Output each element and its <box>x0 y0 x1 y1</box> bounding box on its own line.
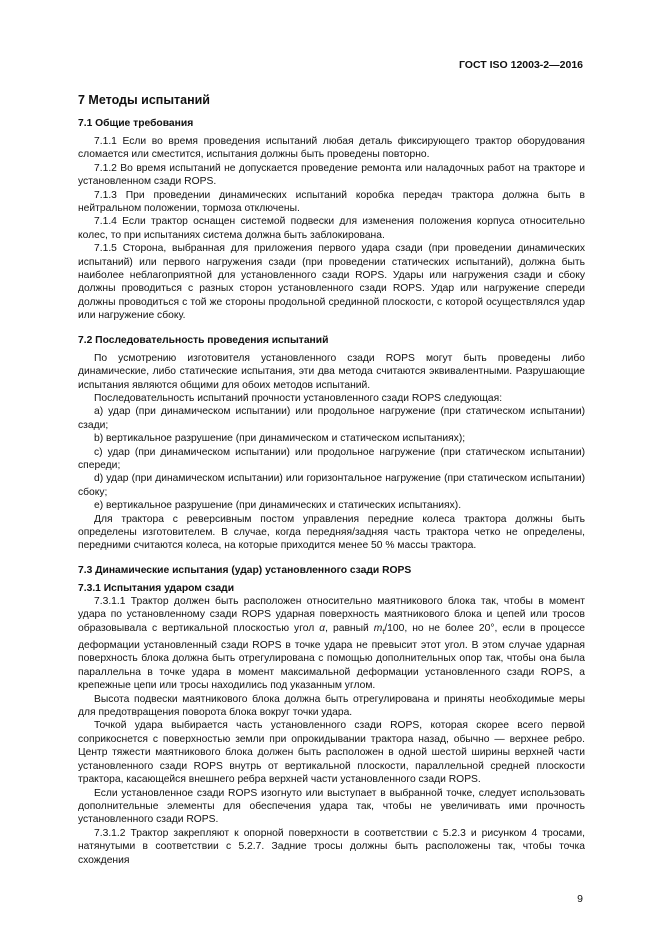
paragraph: Для трактора с реверсивным постом управления передние колеса трактора должны быть определены изготовителем. В случае, когда передняя/задняя часть трактора четко не определены, передними считаются колеса, на которые приходится менее 50 % массы трактора. <box>78 513 585 552</box>
paragraph: 7.3.1.1 Трактор должен быть расположен относительно маятникового блока так, чтобы в момент удара по установленному сзади ROPS ударная поверхность маятникового блока и цепей или тросов образовывала с вертикальной плоскостью угол α, равный $m_t/100$, но не более 20°, если в процессе деформации установленный сзади ROPS в точке удара не превысит этот угол. В этом случае ударная поверхность блока должна быть отрегулирована с помощью дополнительных опор так, чтобы она была параллельна в точке удара в момент максимальной деформации установленного сзади ROPS, а крепежные цепи или тросы находились под указанным углом. <box>78 595 585 692</box>
paragraph: 7.1.5 Сторона, выбранная для приложения первого удара сзади (при проведении динамических испытаний) или первого нагружения сзади (при проведении статических испытаний), должна быть наиболее неблагоприятной для установленного сзади ROPS. Удары или нагружения сзади и сбоку должны проводиться с разных сторон установленного сзади ROPS. Удар или нагружение спереди должны проводиться с той же стороны продольной срединной плоскости, с которой осуществлялся удар или нагружение сбоку. <box>78 243 585 322</box>
list-item: e) вертикальное разрушение (при динамических и статических испытаниях). <box>94 500 462 512</box>
page-number: 9 <box>577 893 583 905</box>
paragraph: 7.1.2 Во время испытаний не допускается проведение ремонта или наладочных работ на тракторе и установленном сзади ROPS. <box>78 162 585 188</box>
paragraph: 7.1.1 Если во время проведения испытаний любая деталь фиксирующего трактор оборудования сломается или сместится, испытания должны быть проведены повторно. <box>78 136 585 161</box>
paragraph: 7.3.1.2 Трактор закрепляют к опорной поверхности в соответствии с 5.2.3 и рисунком 4 тросами, натянутыми в соответствии с 5.2.7. Задние тросы должны быть расположены так, чтобы точка схождения <box>78 827 585 866</box>
subsection-title-7-3-1: 7.3.1 Испытания ударом сзади <box>78 582 235 594</box>
mass-symbol: m <box>373 622 383 634</box>
section-title: 7 Методы испытаний <box>78 93 210 107</box>
paragraph: 7.1.4 Если трактор оснащен системой подвески для изменения положения корпуса относительно колес, то при испытаниях система должна быть заблокирована. <box>78 216 585 241</box>
paragraph: Последовательность испытаний прочности установленного сзади ROPS следующая: <box>94 392 503 404</box>
list-item: a) удар (при динамическом испытании) или продольное нагружение (при статическом испытании) сзади; <box>78 406 585 431</box>
alpha-symbol: α <box>319 622 326 634</box>
standard-code: ГОСТ ISO 12003-2—2016 <box>458 59 583 71</box>
paragraph: 7.1.3 При проведении динамических испытаний коробка передач трактора должна быть в нейтральном положении, тормоза отключены. <box>78 189 585 215</box>
subsection-title-7-1: 7.1 Общие требования <box>78 118 194 129</box>
subsection-title-7-2: 7.2 Последовательность проведения испытаний <box>78 334 329 346</box>
paragraph: Точкой удара выбирается часть установленного сзади ROPS, которая скорее всего первой соприкоснется с поверхностью земли при опрокидывании трактора назад, обычно — верхнее ребро. Центр тяжести маятникового блока должен быть расположен в одной шестой ширины верхней части установленного сзади ROPS внутрь от вертикальной плоскости, параллельной средней плоскости трактора, касающейся внешнего ребра верхней части установленного сзади ROPS. <box>78 720 585 786</box>
list-item: d) удар (при динамическом испытании) или горизонтальное нагружение (при статическом испытании) сбоку; <box>78 473 585 498</box>
list-item: b) вертикальное разрушение (при динамическом и статическом испытаниях); <box>94 433 466 445</box>
paragraph: Если установленное сзади ROPS изогнуто или выступает в выбранной точке, следует использовать дополнительные элементы для обеспечения удара так, чтобы не увеличивать ими прочность установленного сзади ROPS. <box>78 787 585 826</box>
page-content <box>78 91 585 867</box>
subsection-title-7-3: 7.3 Динамические испытания (удар) установленного сзади ROPS <box>78 564 412 576</box>
list-item: c) удар (при динамическом испытании) или продольное нагружение (при статическом испытании) спереди; <box>78 446 585 471</box>
paragraph: Высота подвески маятникового блока должна быть отрегулирована и приняты необходимые меры для предотвращения поворота блока вокруг точки удара. <box>78 693 585 719</box>
paragraph: По усмотрению изготовителя установленного сзади ROPS могут быть проведены либо динамические, либо статические испытания, эти два метода считаются эквивалентными. Разрушающие испытания являются общими для обоих методов испытаний. <box>78 352 585 391</box>
